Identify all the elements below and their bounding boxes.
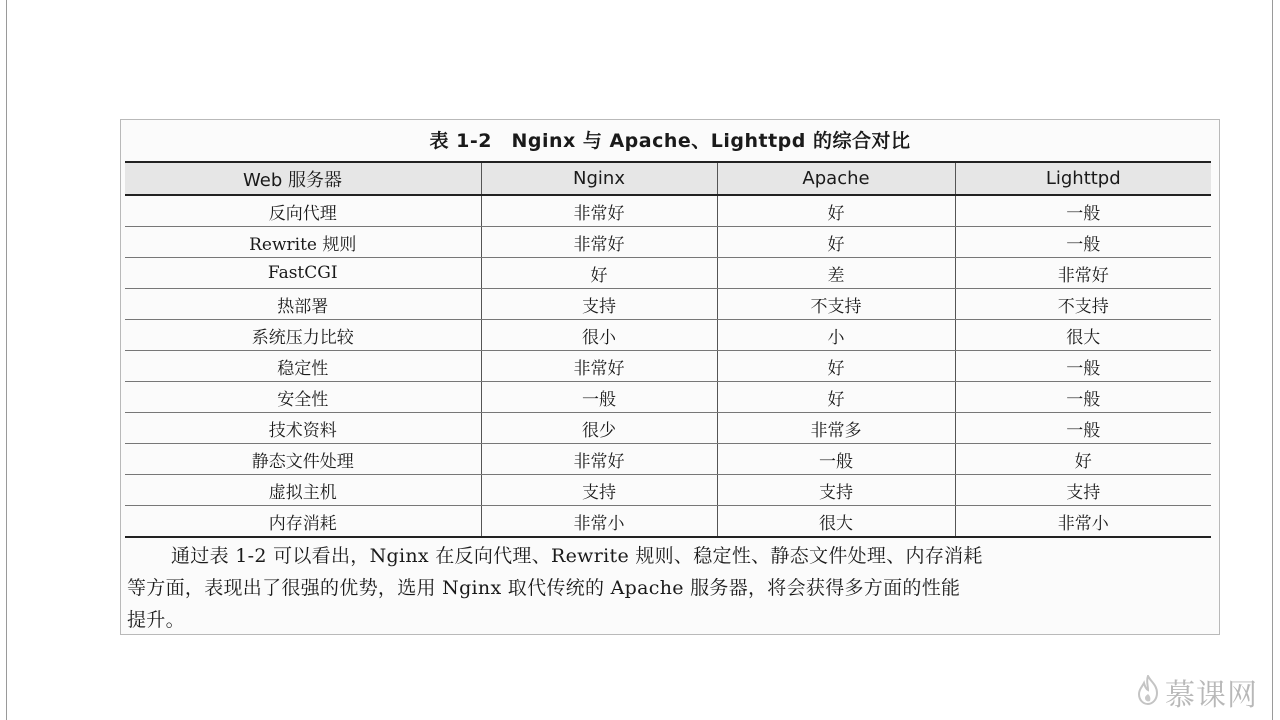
nginx-cell: 非常好 (481, 351, 717, 382)
apache-cell: 小 (717, 320, 955, 351)
feature-cell: 安全性 (125, 382, 481, 413)
nginx-cell: 非常好 (481, 195, 717, 227)
table-row (125, 382, 1211, 413)
apache-cell: 差 (717, 258, 955, 289)
lighttpd-cell: 一般 (955, 195, 1211, 227)
header-cell: Web 服务器 (125, 162, 481, 195)
apache-cell: 好 (717, 227, 955, 258)
table-row (125, 289, 1211, 320)
nginx-cell: 很小 (481, 320, 717, 351)
nginx-cell: 很少 (481, 413, 717, 444)
nginx-cell: 非常好 (481, 444, 717, 475)
table-row (125, 320, 1211, 351)
paragraph-line: 等方面，表现出了很强的优势，选用 Nginx 取代传统的 Apache 服务器，将会获得多方面的性能 (127, 577, 961, 599)
watermark-logo (1137, 672, 1267, 712)
table-row (125, 413, 1211, 444)
nginx-cell: 非常小 (481, 506, 717, 538)
apache-cell: 好 (717, 382, 955, 413)
lighttpd-cell: 不支持 (955, 289, 1211, 320)
lighttpd-cell: 非常好 (955, 258, 1211, 289)
left-border-line (6, 0, 7, 720)
body-paragraph (127, 540, 1213, 636)
lighttpd-cell: 一般 (955, 382, 1211, 413)
paragraph-line: 提升。 (127, 609, 185, 631)
scanned-page (120, 119, 1220, 635)
table-row (125, 351, 1211, 382)
apache-cell: 不支持 (717, 289, 955, 320)
feature-cell: 技术资料 (125, 413, 481, 444)
lighttpd-cell: 一般 (955, 351, 1211, 382)
nginx-cell: 支持 (481, 475, 717, 506)
header-cell: Apache (717, 162, 955, 195)
lighttpd-cell: 好 (955, 444, 1211, 475)
feature-cell: 系统压力比较 (125, 320, 481, 351)
apache-cell: 一般 (717, 444, 955, 475)
feature-cell: 反向代理 (125, 195, 481, 227)
table-caption: 表 1-2 Nginx 与 Apache、Lighttpd 的综合对比 (429, 130, 911, 152)
right-border-line (1272, 0, 1273, 720)
nginx-cell: 一般 (481, 382, 717, 413)
flame-logo-icon (1137, 675, 1159, 709)
header-cell: Nginx (481, 162, 717, 195)
feature-cell: 静态文件处理 (125, 444, 481, 475)
watermark-text: 慕课网 (1165, 678, 1258, 713)
nginx-cell: 支持 (481, 289, 717, 320)
feature-cell: 内存消耗 (125, 506, 481, 538)
paragraph-line: 通过表 1-2 可以看出，Nginx 在反向代理、Rewrite 规则、稳定性、静态文件处理、内存消耗 (171, 545, 983, 567)
table-row (125, 227, 1211, 258)
apache-cell: 好 (717, 351, 955, 382)
feature-cell: FastCGI (125, 258, 481, 289)
table-row (125, 444, 1211, 475)
apache-cell: 支持 (717, 475, 955, 506)
lighttpd-cell: 一般 (955, 413, 1211, 444)
table-row (125, 506, 1211, 538)
table-header-row (125, 162, 1211, 195)
lighttpd-cell: 支持 (955, 475, 1211, 506)
table-row (125, 195, 1211, 227)
apache-cell: 很大 (717, 506, 955, 538)
feature-cell: Rewrite 规则 (125, 227, 481, 258)
feature-cell: 虚拟主机 (125, 475, 481, 506)
comparison-table (125, 161, 1211, 538)
table-row (125, 475, 1211, 506)
table-row (125, 258, 1211, 289)
apache-cell: 好 (717, 195, 955, 227)
apache-cell: 非常多 (717, 413, 955, 444)
lighttpd-cell: 一般 (955, 227, 1211, 258)
feature-cell: 稳定性 (125, 351, 481, 382)
lighttpd-cell: 很大 (955, 320, 1211, 351)
header-cell: Lighttpd (955, 162, 1211, 195)
nginx-cell: 非常好 (481, 227, 717, 258)
feature-cell: 热部署 (125, 289, 481, 320)
lighttpd-cell: 非常小 (955, 506, 1211, 538)
nginx-cell: 好 (481, 258, 717, 289)
